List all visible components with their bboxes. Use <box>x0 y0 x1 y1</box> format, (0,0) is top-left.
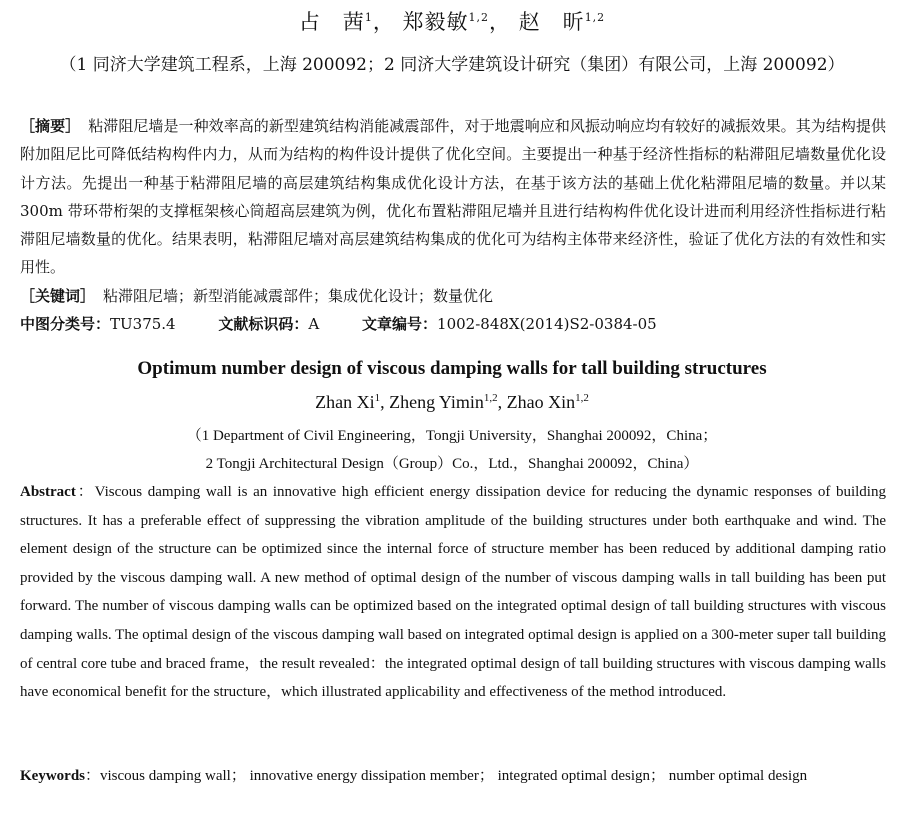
en-keywords-text: viscous damping wall； innovative energy dissipation member； integrated optimal design； number optimal design <box>100 768 808 784</box>
en-abstract: Abstract：Viscous damping wall is an innovative high efficient energy dissipation device for reducing the dynamic responses of building structures. It has a preferable effect of suppressing the vibration amplitude of the building structures under both earthquake and wind. The element design of the structure can be optimized since the internal force of structure member has been reduced by additional damping ratio provided by the viscous damping wall. A new method of optimal design of the number of viscous damping walls in tall building has been put forward. The number of viscous damping walls can be optimized based on the integrated optimal design of tall building structures with viscous damping walls. The optimal design of the viscous damping wall based on integrated optimal design is applied on a 300-meter super tall building of central core tube and braced frame，the result revealed：the integrated optimal design of tall building structures with viscous damping walls have economical benefit for the structure，which illustrated applicability and effectiveness of the method introduced. <box>20 484 886 701</box>
en-title: Optimum number design of viscous damping walls for tall building structures <box>137 358 767 379</box>
cn-keywords <box>20 285 886 306</box>
document-code: 文献标识码：A <box>218 315 320 333</box>
en-affiliation-2: 2 Tongji Architectural Design（Group）Co.，Ltd.，Shanghai 200092，China） <box>205 456 699 472</box>
en-affiliation-1: （1 Department of Civil Engineering，Tongji University，Shanghai 200092，China； <box>186 428 718 444</box>
cn-classification <box>20 313 886 334</box>
cn-author-3: 赵 昕$^{1,2}$ <box>518 10 606 34</box>
cn-affiliation: （1 同济大学建筑工程系，上海 200092；2 同济大学建筑设计研究（集团）有限公司，上海 200092） <box>59 55 845 75</box>
article-number: 文章编号：1002-848X(2014)S2-0384-05 <box>362 315 657 333</box>
en-author-3: Zhao Xin$^{1,2}$ <box>506 392 589 412</box>
en-authors: Zhan Xi$^1$, Zheng Yimin$^{1,2}$, Zhao Xin$^{1,2}$ <box>315 392 589 412</box>
en-abstract-tag: Abstract <box>20 484 76 500</box>
cn-abstract-tag: ［摘要］ <box>20 117 81 135</box>
cn-abstract <box>20 112 886 282</box>
cn-keywords-tag: ［关键词］ <box>20 287 96 305</box>
en-abstract-text: Viscous damping wall is an innovative high efficient energy dissipation device for reducing the dynamic responses of building structures. It has a preferable effect of suppressing the vibration amplitude of the building structures under both earthquake and wind. The element design of the structure can be optimized since the internal force of structure member has been reduced by additional damping ratio provided by the viscous damping wall. A new method of optimal design of the number of viscous damping walls in tall building has been put forward. The number of viscous damping walls can be optimized based on the integrated optimal design of tall building structures with viscous damping walls. The optimal design of the viscous damping wall based on integrated optimal design is applied on a 300-meter super tall building of central core tube and braced frame，the result revealed：the integrated optimal design of tall building structures with viscous damping walls have economical benefit for the structure，which illustrated applicability and effectiveness of the method introduced. <box>20 484 886 701</box>
cn-abstract-text: 粘滞阻尼墙是一种效率高的新型建筑结构消能减震部件，对于地震响应和风振动响应均有较好的减振效果。其为结构提供附加阻尼比可降低结构构件内力，从而为结构的构件设计提供了优化空间。主要提出一种基于经济性指标的粘滞阻尼墙数量优化设计方法。先提出一种基于粘滞阻尼墙的高层建筑结构集成优化设计方法，在基于该方法的基础上优化粘滞阻尼墙的数量。并以某 300m 带环带桁架的支撑框架核心筒超高层建筑为例，优化布置粘滞阻尼墙并且进行结构构件优化设计进而利用经济性指标进行粘滞阻尼墙数量的优化。结果表明，粘滞阻尼墙对高层建筑结构集成的优化可为结构主体带来经济性，验证了优化方法的有效性和实用性。 <box>20 117 886 277</box>
cn-author-1: 占 茜$^1$ <box>298 10 373 34</box>
cn-keywords-text: 粘滞阻尼墙；新型消能减震部件；集成优化设计；数量优化 <box>103 287 494 305</box>
en-author-2: Zheng Yimin$^{1,2}$ <box>389 392 498 412</box>
clc-number: 中图分类号：TU375.4 <box>20 315 176 333</box>
en-keywords: Keywords：viscous damping wall； innovative energy dissipation member； integrated optimal design； number optimal design <box>20 768 808 784</box>
cn-author-2: 郑毅敏$^{1,2}$ <box>402 10 489 34</box>
en-keywords-tag: Keywords <box>20 768 85 784</box>
en-author-1: Zhan Xi$^1$ <box>315 392 381 412</box>
cn-authors: 占 茜$^1$， 郑毅敏$^{1,2}$， 赵 昕$^{1,2}$ <box>298 10 606 34</box>
